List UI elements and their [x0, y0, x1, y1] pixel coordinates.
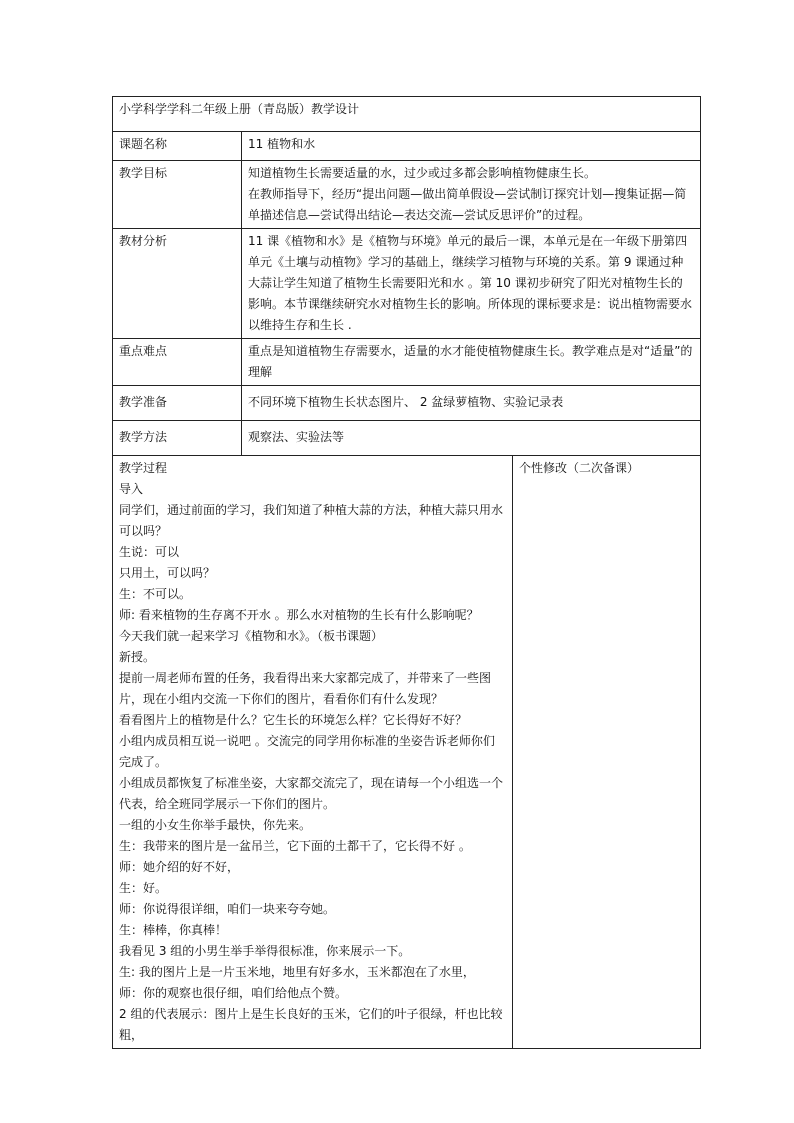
- process-line: 生：我带来的图片是一盆吊兰，它下面的土都干了，它长得不好 。: [119, 839, 471, 853]
- label-topic: 课题名称: [113, 132, 242, 161]
- value-goal: [242, 161, 701, 229]
- label-method: 教学方法: [113, 421, 242, 456]
- process-line: 生: 我的图片上是一片玉米地，地里有好多水，玉米都泡在了水里，: [119, 965, 475, 979]
- process-line: 2 组的代表展示：图片上是生长良好的玉米，它们的叶子很绿，杆也比较粗，: [119, 1007, 503, 1042]
- process-line: 今天我们就一起来学习《植物和水》。（板书课题）: [119, 629, 384, 643]
- label-key-points: 重点难点: [113, 339, 242, 386]
- process-line: 生：好。: [119, 881, 168, 895]
- label-goal: 教学目标: [113, 161, 242, 229]
- row-key-points: [113, 339, 701, 386]
- goal-line: 知道植物生长需要适量的水，过少或过多都会影响植物健康生长。: [248, 166, 597, 180]
- process-line: 看看图片上的植物是什么？它生长的环境怎么样？它长得好不好？: [119, 713, 468, 727]
- process-line: 生说：可以: [119, 545, 180, 559]
- lesson-plan-table: [112, 96, 701, 1049]
- process-line: 小组成员都恢复了标准坐姿，大家都交流完了，现在请每一个小组选一个代表，给全班同学展示一下你们的图片。: [119, 776, 504, 811]
- row-preparation: [113, 386, 701, 421]
- value-preparation: 不同环境下植物生长状态图片、 2 盆绿萝植物、实验记录表: [242, 386, 701, 421]
- value-method: 观察法、实验法等: [242, 421, 701, 456]
- row-method: [113, 421, 701, 456]
- process-line: 生：棒棒，你真棒！: [119, 923, 228, 937]
- process-content: [113, 456, 513, 1049]
- row-analysis: [113, 229, 701, 339]
- title-row: [113, 97, 701, 132]
- goal-line: 在教师指导下，经历“提出问题—做出简单假设—尝试制订探究计划—搜集证据—简单描述信息—尝试得出结论—表达交流—尝试反思评价”的过程。: [248, 187, 687, 222]
- process-line: 小组内成员相互说一说吧 。交流完的同学用你标准的坐姿告诉老师你们完成了。: [119, 734, 495, 769]
- process-line: 一组的小女生你举手最快，你先来。: [119, 818, 312, 832]
- revision-column: 个性修改（二次备课）: [513, 456, 701, 1049]
- process-line: 师：她介绍的好不好，: [119, 860, 240, 874]
- process-line: 同学们，通过前面的学习，我们知道了种植大蒜的方法，种植大蒜只用水可以吗？: [119, 503, 504, 538]
- value-topic: 11 植物和水: [242, 132, 701, 161]
- row-process: [113, 456, 701, 1049]
- row-topic: [113, 132, 701, 161]
- doc-title: 小学科学学科二年级上册（青岛版）教学设计: [113, 97, 701, 132]
- process-line: 师：你说得很详细，咱们一块来夸夸她。: [119, 902, 336, 916]
- row-goal: [113, 161, 701, 229]
- process-line: 师：你的观察也很仔细，咱们给他点个赞。: [119, 986, 348, 1000]
- process-line: 师: 看来植物的生存离不开水 。那么水对植物的生长有什么影响呢？: [119, 608, 479, 622]
- process-line: 我看见 3 组的小男生举手举得很标准，你来展示一下。: [119, 944, 411, 958]
- label-analysis: 教材分析: [113, 229, 242, 339]
- process-line: 新授。: [119, 650, 156, 664]
- process-label: 教学过程: [119, 461, 168, 475]
- process-line: 只用土，可以吗？: [119, 566, 216, 580]
- value-analysis: 11 课《植物和水》是《植物与环境》单元的最后一课，本单元是在一年级下册第四单元《土壤与动植物》学习的基础上，继续学习植物与环境的关系。第 9 课通过种大蒜让学生知道了植物生长需要阳光和水 。第 10 课初步研究了阳光对植物生长的影响。本节课继续研究水对植物生长的影响。所体现的课标要求是：说出植物需要水以维持生存和生长 .: [242, 229, 701, 339]
- label-preparation: 教学准备: [113, 386, 242, 421]
- value-key-points: 重点是知道植物生存需要水，适量的水才能使植物健康生长。教学难点是对“适量”的理解: [242, 339, 701, 386]
- process-line: 生：不可以。: [119, 587, 192, 601]
- process-line: 导入: [119, 482, 144, 496]
- process-line: 提前一周老师布置的任务，我看得出来大家都完成了，并带来了一些图片，现在小组内交流一下你们的图片，看看你们有什么发现？: [119, 671, 492, 706]
